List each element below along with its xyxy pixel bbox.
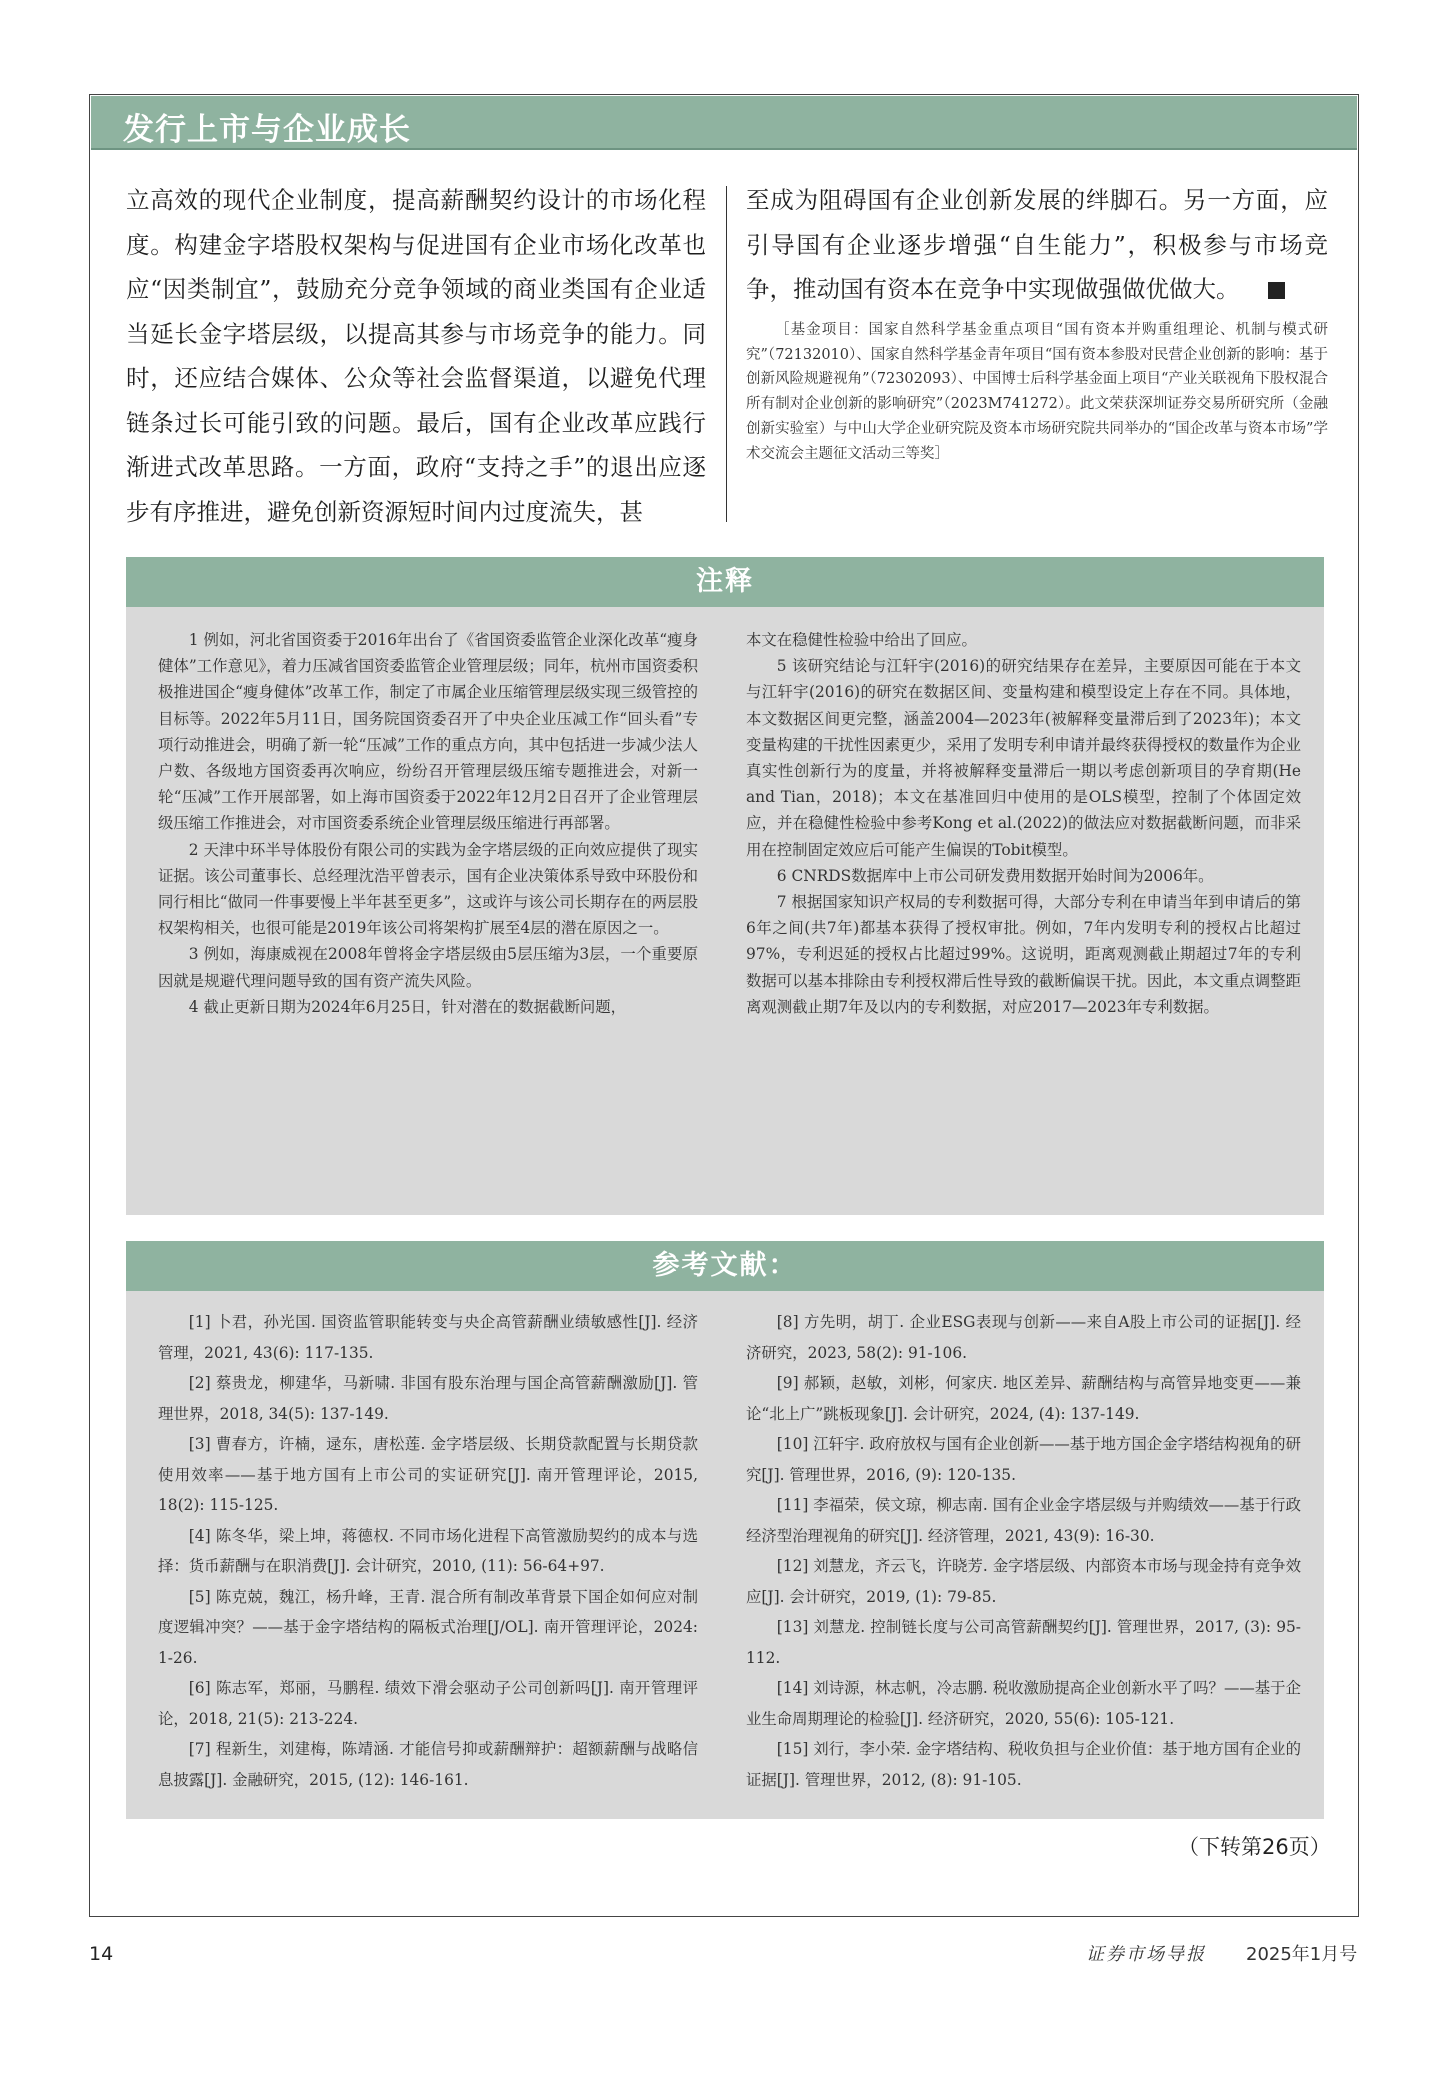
continued-note: （下转第26页） — [1178, 1835, 1331, 1859]
reference-item: [12] 刘慧龙，齐云飞，许晓芳. 金字塔层级、内部资本市场与现金持有竞争效应[J]. 会计研究，2019, (1): 79-85. — [746, 1557, 1301, 1606]
reference-item: [6] 陈志军，郑丽，马鹏程. 绩效下滑会驱动子公司创新吗[J]. 南开管理评论，2018, 21(5): 213-224. — [158, 1679, 698, 1728]
reference-item: [15] 刘行，李小荣. 金字塔结构、税收负担与企业价值：基于地方国有企业的证据[J]. 管理世界，2012, (8): 91-105. — [746, 1740, 1301, 1789]
note-item: 5 该研究结论与江轩宇(2016)的研究结果存在差异，主要原因可能在于本文与江轩宇(2016)的研究在数据区间、变量构建和模型设定上存在不同。具体地，本文数据区间更完整，涵盖2004—2023年(被解释变量滞后到了2023年)；本文变量构建的干扰性因素更少，采用了发明专利申请并最终获得授权的数量作为企业真实性创新行为的度量，并将被解释变量滞后一期以考虑创新项目的孕育期(He and Tian，2018)；本文在基准回归中使用的是OLS模型，控制了个体固定效应，并在稳健性检验中参考Kong et al.(2022)的做法应对数据截断问题，而非采用在控制固定效应后可能产生偏误的Tobit模型。 — [746, 657, 1301, 859]
reference-item: [13] 刘慧龙. 控制链长度与公司高管薪酬契约[J]. 管理世界，2017, (3): 95-112. — [746, 1618, 1301, 1667]
end-square-icon — [1268, 282, 1285, 299]
page-number: 14 — [89, 1943, 114, 1965]
references-title: 参考文献： — [652, 1250, 798, 1281]
references-left-column — [158, 1307, 698, 1795]
reference-item: [3] 曹春方，许楠，逯东，唐松莲. 金字塔层级、长期贷款配置与长期贷款使用效率——基于地方国有上市公司的实证研究[J]. 南开管理评论，2015, 18(2): 115-125. — [158, 1435, 698, 1514]
issue-label: 2025年1月号 — [1246, 1944, 1358, 1965]
references-header — [126, 1241, 1324, 1291]
note-item: 3 例如，海康威视在2008年曾将金字塔层级由5层压缩为3层，一个重要原因就是规避代理问题导致的国有资产流失风险。 — [158, 945, 698, 990]
reference-item: [10] 江轩宇. 政府放权与国有企业创新——基于地方国企金字塔结构视角的研究[J]. 管理世界，2016, (9): 120-135. — [746, 1435, 1301, 1484]
reference-item: [5] 陈克兢，魏江，杨升峰，王青. 混合所有制改革背景下国企如何应对制度逻辑冲突？——基于金字塔结构的隔板式治理[J/OL]. 南开管理评论，2024: 1-26. — [158, 1587, 698, 1667]
reference-item: [2] 蔡贵龙，柳建华，马新啸. 非国有股东治理与国企高管薪酬激励[J]. 管理世界，2018, 34(5): 137-149. — [158, 1374, 698, 1423]
column-divider — [726, 186, 727, 522]
reference-item: [7] 程新生，刘建梅，陈靖涵. 才能信号抑或薪酬辩护：超额薪酬与战略信息披露[J]. 金融研究，2015, (12): 146-161. — [158, 1740, 698, 1789]
note-item: 2 天津中环半导体股份有限公司的实践为金字塔层级的正向效应提供了现实证据。该公司董事长、总经理沈浩平曾表示，国有企业决策体系导致中环股份和同行相比“做同一件事要慢上半年甚至更多”，这或许与该公司长期存在的两层股权架构相关，也很可能是2019年该公司将架构扩展至4层的潜在原因之一。 — [158, 840, 698, 938]
body-text-left: 立高效的现代企业制度，提高薪酬契约设计的市场化程度。构建金字塔股权架构与促进国有企业市场化改革也应“因类制宜”，鼓励充分竞争领域的商业类国有企业适当延长金字塔层级，以提高其参与市场竞争的能力。同时，还应结合媒体、公众等社会监督渠道，以避免代理链条过长可能引致的问题。最后，国有企业改革应践行渐进式改革思路。一方面，政府“支持之手”的退出应逐步有序推进，避免创新资源短时间内过度流失，甚 — [126, 186, 706, 526]
reference-item: [11] 李福荣，侯文琼，柳志南. 国有企业金字塔层级与并购绩效——基于行政经济型治理视角的研究[J]. 经济管理，2021, 43(9): 16-30. — [746, 1496, 1301, 1545]
journal-name: 证券市场导报 — [1086, 1944, 1206, 1965]
note-item: 4 截止更新日期为2024年6月25日，针对潜在的数据截断问题， — [188, 997, 627, 1016]
reference-item: [9] 郝颖，赵敏，刘彬，何家庆. 地区差异、薪酬结构与高管异地变更——兼论“北上广”跳板现象[J]. 会计研究，2024, (4): 137-149. — [746, 1374, 1301, 1423]
notes-right-column — [746, 627, 1301, 1020]
body-text-right-content: 至成为阻碍国有企业创新发展的绊脚石。另一方面，应引导国有企业逐步增强“自生能力”，积极参与市场竞争，推动国有资本在竞争中实现做强做优做大。 — [746, 186, 1328, 303]
notes-header — [126, 557, 1324, 607]
references-right-column — [746, 1307, 1301, 1795]
section-title: 发行上市与企业成长 — [123, 112, 411, 148]
note-item: 6 CNRDS数据库中上市公司研发费用数据开始时间为2006年。 — [776, 866, 1214, 885]
reference-item: [4] 陈冬华，梁上坤，蒋德权. 不同市场化进程下高管激励契约的成本与选择：货币薪酬与在职消费[J]. 会计研究，2010, (11): 56-64+97. — [158, 1526, 698, 1575]
note-item: 1 例如，河北省国资委于2016年出台了《省国资委监管企业深化改革“瘦身健体”工作意见》，着力压减省国资委监管企业管理层级；同年，杭州市国资委积极推进国企“瘦身健体”改革工作，制定了市属企业压缩管理层级实现三级管控的目标等。2022年5月11日，国务院国资委召开了中央企业压减工作“回头看”专项行动推进会，明确了新一轮“压减”工作的重点方向，其中包括进一步减少法人户数、各级地方国资委再次响应，纷纷召开管理层级压缩专题推进会，对新一轮“压减”工作开展部署，如上海市国资委于2022年12月2日召开了企业管理层级压缩工作推进会，对市国资委系统企业管理层级压缩进行再部署。 — [158, 631, 698, 833]
reference-item: [1] 卜君，孙光国. 国资监管职能转变与央企高管薪酬业绩敏感性[J]. 经济管理，2021, 43(6): 117-135. — [158, 1313, 698, 1362]
notes-left-column — [158, 627, 698, 1020]
note-item: 本文在稳健性检验中给出了回应。 — [746, 631, 977, 649]
fund-note: ［基金项目：国家自然科学基金重点项目“国有资本并购重组理论、机制与模式研究”（72132010）、国家自然科学基金青年项目“国有资本参股对民营企业创新的影响：基于创新风险规避视角”（72302093）、中国博士后科学基金面上项目“产业关联视角下股权混合所有制对企业创新的影响研究”（2023M741272）。此文荣获深圳证券交易所研究所（金融创新实验室）与中山大学企业研究院及资本市场研究院共同举办的“国企改革与资本市场”学术交流会主题征文活动三等奖］ — [746, 322, 1328, 462]
note-item: 7 根据国家知识产权局的专利数据可得，大部分专利在申请当年到申请后的第6年之间(共7年)都基本获得了授权审批。例如，7年内发明专利的授权占比超过97%，专利迟延的授权占比超过99%。这说明，距离观测截止期超过7年的专利数据可以基本排除由专利授权滞后性导致的截断偏误干扰。因此，本文重点调整距离观测截止期7年及以内的专利数据，对应2017—2023年专利数据。 — [746, 893, 1301, 1016]
body-text-right — [746, 178, 1328, 312]
notes-box — [126, 607, 1324, 1215]
section-banner — [91, 96, 1357, 150]
notes-title: 注释 — [696, 566, 754, 597]
reference-item: [14] 刘诗源，林志帆，冷志鹏. 税收激励提高企业创新水平了吗？——基于企业生命周期理论的检验[J]. 经济研究，2020, 55(6): 105-121. — [746, 1679, 1301, 1728]
reference-item: [8] 方先明，胡丁. 企业ESG表现与创新——来自A股上市公司的证据[J]. 经济研究，2023, 58(2): 91-106. — [746, 1313, 1301, 1362]
references-box — [126, 1291, 1324, 1819]
